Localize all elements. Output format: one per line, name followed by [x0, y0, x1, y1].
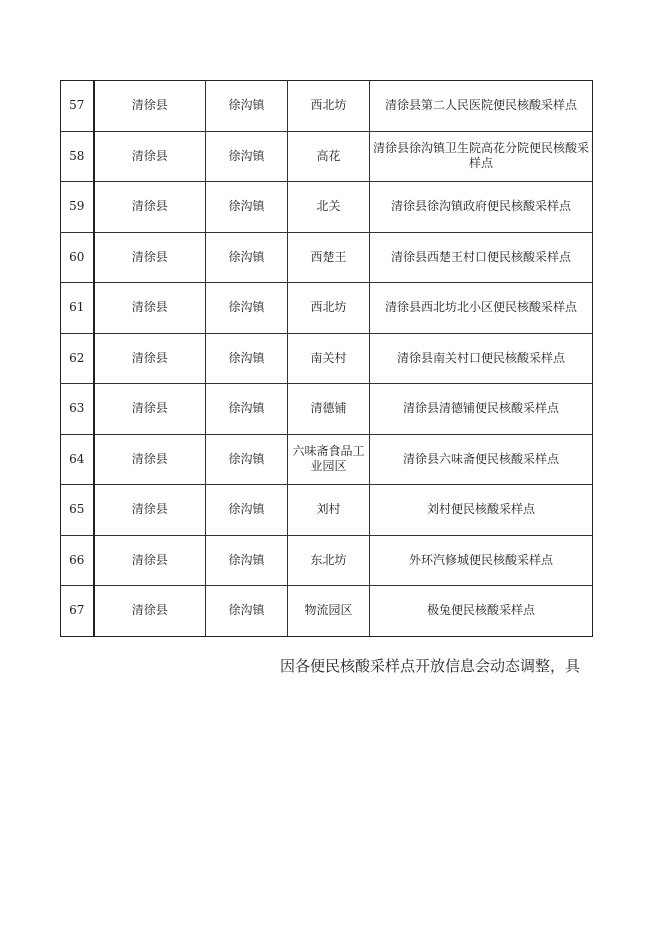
cell-town: 徐沟镇: [206, 333, 288, 384]
table-row: [61, 232, 593, 283]
cell-site-name: 清徐县清德铺便民核酸采样点: [370, 384, 593, 435]
table-row: [61, 182, 593, 233]
cell-site-name: 清徐县西北坊北小区便民核酸采样点: [370, 283, 593, 334]
table-row: [61, 384, 593, 435]
table-row: [61, 586, 593, 637]
cell-number: 62: [61, 333, 94, 384]
cell-site-name: 极兔便民核酸采样点: [370, 586, 593, 637]
cell-site-name: 清徐县徐沟镇政府便民核酸采样点: [370, 182, 593, 233]
cell-village: 六味斋食品工业园区: [288, 434, 370, 485]
cell-town: 徐沟镇: [206, 131, 288, 182]
footer-note: 因各便民核酸采样点开放信息会动态调整，具: [280, 657, 581, 675]
cell-number: 67: [61, 586, 94, 637]
table-row: [61, 333, 593, 384]
cell-village: 西楚王: [288, 232, 370, 283]
table-row: [61, 434, 593, 485]
table-body: [61, 81, 593, 637]
cell-town: 徐沟镇: [206, 81, 288, 132]
cell-county: 清徐县: [94, 81, 206, 132]
cell-number: 61: [61, 283, 94, 334]
cell-town: 徐沟镇: [206, 232, 288, 283]
cell-county: 清徐县: [94, 384, 206, 435]
cell-town: 徐沟镇: [206, 384, 288, 435]
cell-town: 徐沟镇: [206, 182, 288, 233]
cell-county: 清徐县: [94, 182, 206, 233]
cell-town: 徐沟镇: [206, 434, 288, 485]
cell-number: 58: [61, 131, 94, 182]
cell-number: 60: [61, 232, 94, 283]
cell-village: 刘村: [288, 485, 370, 536]
cell-site-name: 刘村便民核酸采样点: [370, 485, 593, 536]
table-row: [61, 485, 593, 536]
cell-site-name: 清徐县南关村口便民核酸采样点: [370, 333, 593, 384]
cell-village: 西北坊: [288, 81, 370, 132]
cell-number: 63: [61, 384, 94, 435]
cell-county: 清徐县: [94, 535, 206, 586]
cell-number: 64: [61, 434, 94, 485]
cell-county: 清徐县: [94, 283, 206, 334]
cell-town: 徐沟镇: [206, 485, 288, 536]
cell-county: 清徐县: [94, 232, 206, 283]
cell-site-name: 清徐县西楚王村口便民核酸采样点: [370, 232, 593, 283]
cell-number: 57: [61, 81, 94, 132]
cell-number: 59: [61, 182, 94, 233]
cell-county: 清徐县: [94, 333, 206, 384]
cell-village: 西北坊: [288, 283, 370, 334]
table-row: [61, 81, 593, 132]
cell-site-name: 外环汽修城便民核酸采样点: [370, 535, 593, 586]
cell-county: 清徐县: [94, 586, 206, 637]
cell-site-name: 清徐县第二人民医院便民核酸采样点: [370, 81, 593, 132]
cell-village: 东北坊: [288, 535, 370, 586]
cell-town: 徐沟镇: [206, 586, 288, 637]
cell-county: 清徐县: [94, 131, 206, 182]
cell-county: 清徐县: [94, 434, 206, 485]
cell-village: 南关村: [288, 333, 370, 384]
cell-village: 清德铺: [288, 384, 370, 435]
cell-village: 物流园区: [288, 586, 370, 637]
cell-site-name: 清徐县徐沟镇卫生院高花分院便民核酸采样点: [370, 131, 593, 182]
cell-site-name: 清徐县六味斋便民核酸采样点: [370, 434, 593, 485]
table-row: [61, 283, 593, 334]
cell-village: 北关: [288, 182, 370, 233]
cell-number: 66: [61, 535, 94, 586]
table-row: [61, 535, 593, 586]
cell-number: 65: [61, 485, 94, 536]
cell-town: 徐沟镇: [206, 283, 288, 334]
cell-village: 高花: [288, 131, 370, 182]
sampling-sites-table: [60, 80, 593, 637]
table-row: [61, 131, 593, 182]
cell-town: 徐沟镇: [206, 535, 288, 586]
cell-county: 清徐县: [94, 485, 206, 536]
